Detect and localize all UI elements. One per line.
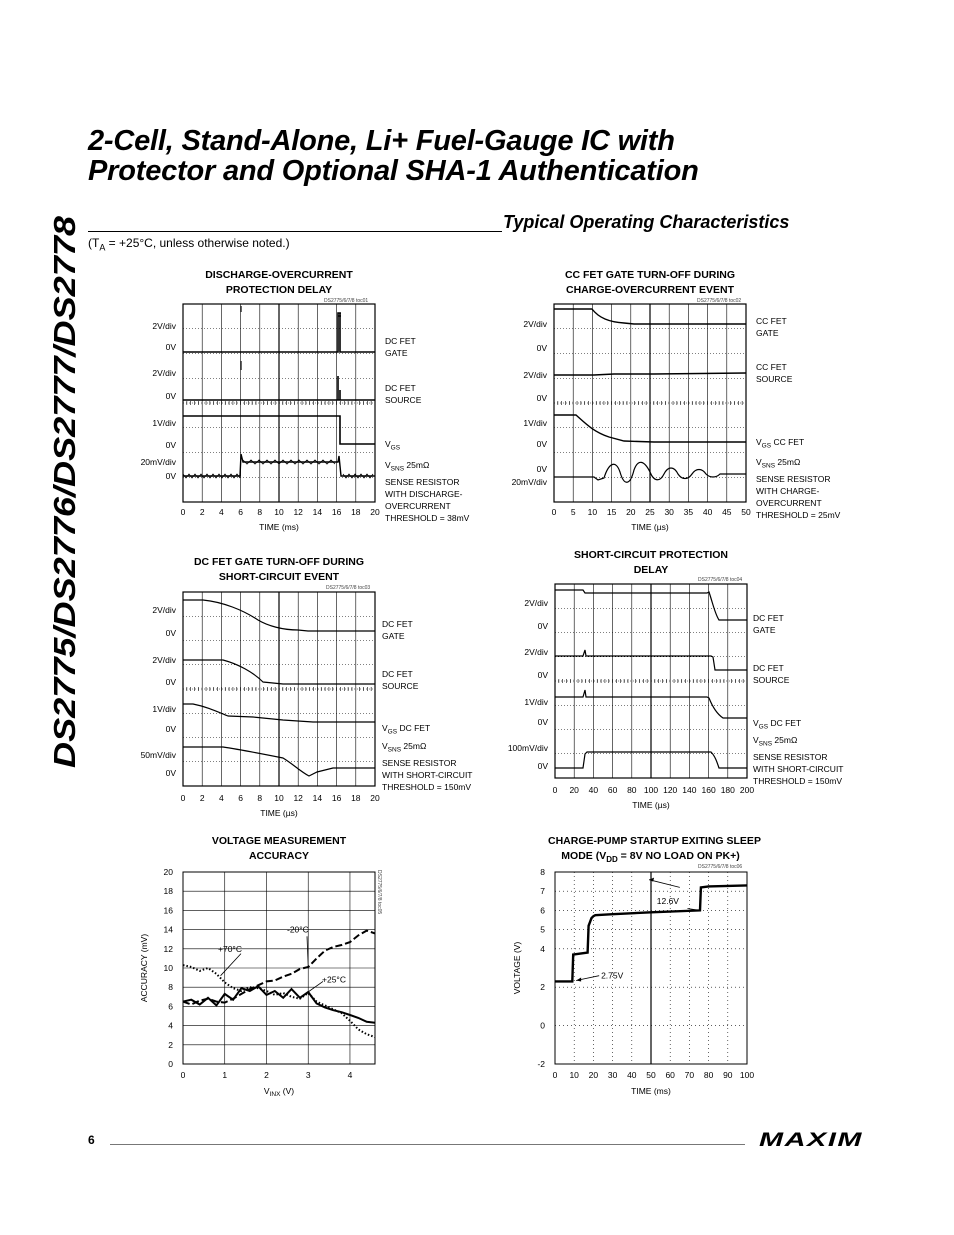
- annotation-2v75-arrow: [576, 977, 581, 981]
- g1-scale-7: 20mV/div: [140, 457, 176, 467]
- y-tick-label: 8: [540, 867, 545, 877]
- g3-scale-2: 0V: [165, 628, 176, 638]
- x-tick-label: 10: [569, 1070, 579, 1080]
- g1-scale-6: 0V: [165, 440, 176, 450]
- g2-scale-2: 0V: [536, 343, 547, 353]
- y-tick-label: 6: [540, 905, 545, 916]
- g2-scale-6: 0V: [536, 439, 547, 449]
- x-tick-label: 18: [351, 793, 361, 803]
- g3-scale-6: 0V: [165, 724, 176, 734]
- g3-trace-label-3: $V_{GS}$ DC FET: [382, 723, 431, 736]
- g1-scale-4: 0V: [165, 391, 176, 401]
- y-tick-label: 8: [168, 982, 173, 993]
- y-tick-label: 20: [163, 867, 173, 877]
- g1-trace-label-4: $V_{SNS}$ 25mΩ SENSE RESISTOR WITH DISCHARGE- OVERCURRENT THRESHOLD = 38mV: [385, 460, 470, 523]
- x-tick-label: 30: [664, 507, 674, 517]
- x-tick-label: 45: [722, 507, 732, 517]
- scope-graph-2: [554, 304, 746, 502]
- g2-scale-8: 20mV/div: [511, 477, 547, 487]
- x-tick-label: 8: [257, 793, 263, 803]
- x-tick-label: 40: [702, 507, 713, 517]
- label-minus20c: -20°C: [287, 924, 309, 935]
- series-line-2: [183, 986, 375, 1023]
- x-tick-label: 10: [587, 507, 598, 517]
- g4-trace-label-3: $V_{GS}$ DC FET: [753, 718, 802, 731]
- g3-scale-7: 50mV/div: [140, 750, 176, 760]
- x-tick-label: 0: [551, 507, 557, 517]
- g4-scale-2: 0V: [537, 621, 548, 631]
- graph3-code: DS2775/6/7/8 toc03: [326, 585, 371, 591]
- g1-trace-label-2: DC FET SOURCE: [385, 383, 422, 405]
- x-tick-label: 180: [720, 785, 735, 795]
- x-tick-label: 10: [274, 793, 284, 803]
- x-tick-label: 4: [347, 1070, 353, 1080]
- y-tick-label: 12: [163, 943, 173, 954]
- g3-trace-label-4: $V_{SNS}$ 25mΩ SENSE RESISTOR WITH SHORT-CIRCUIT THRESHOLD = 150mV: [382, 741, 473, 792]
- x-tick-label: 20: [626, 507, 636, 517]
- g1-scale-5: 1V/div: [152, 418, 176, 428]
- x-tick-label: 80: [627, 785, 637, 795]
- x-tick-label: 70: [684, 1070, 695, 1080]
- x-tick-label: 80: [703, 1070, 714, 1080]
- x-tick-label: 14: [312, 507, 323, 517]
- x-tick-label: 12: [293, 507, 303, 517]
- side-title-text: DS2775/DS2776/DS2777/DS2778: [47, 294, 82, 768]
- g2-scale-7: 0V: [536, 464, 547, 474]
- y-tick-label: 7: [540, 886, 545, 897]
- x-tick-label: 0: [552, 785, 558, 795]
- x-tick-label: 0: [180, 793, 186, 803]
- x-tick-label: 20: [569, 785, 579, 795]
- accuracy-chart: [130, 862, 380, 1102]
- y-axis-label: ACCURACY (mV): [139, 933, 149, 1003]
- x-tick-label: 60: [665, 1070, 675, 1080]
- page-number: 6: [88, 1133, 95, 1147]
- g4-scale-6: 0V: [537, 717, 548, 727]
- test-conditions: ($T_A = +25^\circ C$, unless otherwise noted.): [88, 236, 290, 253]
- x-tick-label: 1: [222, 1070, 228, 1080]
- x-tick-label: 140: [682, 785, 697, 795]
- y-tick-label: 5: [540, 924, 545, 935]
- x-tick-label: 50: [646, 1070, 656, 1080]
- label-plus70c: +70°C: [218, 943, 242, 954]
- label-plus25c: +25°C: [322, 974, 346, 985]
- x-tick-label: 35: [683, 507, 694, 517]
- label-plus70c-pointer: [221, 954, 241, 976]
- graph5-title: VOLTAGE MEASUREMENT ACCURACY: [211, 835, 347, 862]
- x-tick-label: 4: [219, 507, 224, 517]
- x-axis-label: TIME (ms): [631, 1086, 671, 1096]
- y-tick-label: 2: [168, 1039, 173, 1050]
- graph1-code: DS2775/6/7/8 toc01: [324, 298, 369, 304]
- footer-rule: [110, 1144, 745, 1145]
- g2-trace-label-1: CC FET GATE: [756, 316, 787, 338]
- g4-trace-label-1: DC FET GATE: [753, 613, 784, 635]
- g3-x-label: TIME (µs): [260, 808, 298, 818]
- graph1-title: DISCHARGE-OVERCURRENT PROTECTION DELAY: [205, 269, 353, 296]
- x-tick-label: 10: [274, 507, 284, 517]
- annotation-12v6: 12.6V: [656, 895, 679, 906]
- y-tick-label: 2: [540, 982, 545, 993]
- x-tick-label: 0: [180, 1070, 186, 1080]
- g4-x-label: TIME (µs): [632, 800, 670, 810]
- x-tick-label: 25: [645, 507, 655, 517]
- title-line-2: Protector and Optional SHA-1 Authentication: [88, 155, 699, 187]
- y-tick-label: 0: [540, 1020, 545, 1031]
- g3-trace-label-2: DC FET SOURCE: [382, 669, 419, 691]
- section-title: Typical Operating Characteristics: [503, 212, 790, 232]
- x-tick-label: 0: [552, 1070, 558, 1080]
- x-tick-label: 20: [588, 1070, 599, 1080]
- x-tick-label: 16: [331, 793, 342, 803]
- g4-scale-8: 0V: [537, 761, 548, 771]
- g2-x-label: TIME (µs): [631, 522, 669, 532]
- x-tick-label: 15: [606, 507, 617, 517]
- graph2-code: DS2775/6/7/8 toc02: [697, 298, 742, 304]
- x-tick-label: 8: [257, 507, 263, 517]
- x-tick-label: 50: [741, 507, 751, 517]
- y-tick-label: 4: [168, 1020, 173, 1031]
- y-tick-label: 18: [163, 886, 173, 897]
- g3-scale-1: 2V/div: [152, 605, 176, 615]
- x-tick-label: 100: [643, 785, 659, 795]
- x-tick-label: 100: [739, 1070, 755, 1080]
- y-tick-label: 6: [168, 1001, 173, 1012]
- x-tick-label: 40: [627, 1070, 637, 1080]
- graph3-title: DC FET GATE TURN-OFF DURING SHORT-CIRCUIT EVENT: [193, 556, 365, 583]
- x-tick-label: 20: [370, 507, 380, 517]
- g1-trace-label-1: DC FET GATE: [385, 336, 416, 358]
- g2-scale-5: 1V/div: [523, 418, 547, 428]
- g3-scale-5: 1V/div: [152, 704, 176, 714]
- g2-trace-label-3: $V_{GS}$ CC FET: [756, 437, 805, 450]
- x-tick-label: 160: [701, 785, 716, 795]
- x-axis-label: $V_{INX}$ (V): [263, 1086, 295, 1098]
- g1-scale-1: 2V/div: [152, 321, 176, 331]
- y-axis-label: VOLTAGE (V): [512, 941, 522, 995]
- x-tick-label: 120: [663, 785, 678, 795]
- document-title: [88, 126, 699, 186]
- x-tick-label: 3: [305, 1070, 311, 1080]
- x-tick-label: 30: [607, 1070, 618, 1080]
- g2-scale-3: 2V/div: [523, 370, 547, 380]
- graph4-code: DS2775/6/7/8 toc04: [698, 577, 743, 583]
- section-rule: [88, 231, 502, 232]
- g3-scale-3: 2V/div: [152, 655, 176, 665]
- g4-scale-1: 2V/div: [524, 598, 548, 608]
- x-tick-label: 2: [264, 1070, 269, 1080]
- g1-scale-8: 0V: [165, 471, 176, 481]
- g2-trace-label-2: CC FET SOURCE: [756, 362, 793, 384]
- y-tick-label: -2: [537, 1059, 545, 1069]
- y-tick-label: 16: [163, 905, 173, 916]
- g2-trace-label-4: $V_{SNS}$ 25mΩ SENSE RESISTOR WITH CHARGE- OVERCURRENT THRESHOLD = 25mV: [756, 457, 841, 520]
- x-tick-label: 5: [570, 507, 576, 517]
- g3-trace-label-1: DC FET GATE: [382, 619, 413, 641]
- x-tick-label: 6: [238, 507, 243, 517]
- g4-scale-5: 1V/div: [524, 697, 548, 707]
- g1-trace-label-3: $V_{GS}$: [385, 439, 401, 452]
- svg-text:MAXIM: MAXIM: [759, 1130, 864, 1149]
- graph6-code: DS2775/6/7/8 toc06: [698, 864, 743, 870]
- x-tick-label: 20: [370, 793, 380, 803]
- x-tick-label: 2: [199, 793, 205, 803]
- g4-trace-label-2: DC FET SOURCE: [753, 663, 790, 685]
- x-tick-label: 200: [739, 785, 755, 795]
- x-tick-label: 6: [238, 793, 243, 803]
- x-tick-label: 18: [351, 507, 361, 517]
- g3-scale-8: 0V: [165, 768, 176, 778]
- label-plus25c-pointer: [304, 981, 323, 994]
- graph5-code: DS2775/6/7/8 toc05: [376, 870, 382, 915]
- graph4-title: SHORT-CIRCUIT PROTECTION DELAY: [574, 549, 728, 576]
- g1-scale-2: 0V: [165, 342, 176, 352]
- maxim-logo: [757, 1129, 867, 1149]
- x-tick-label: 4: [219, 793, 224, 803]
- x-tick-label: 2: [199, 507, 205, 517]
- title-line-1: 2-Cell, Stand-Alone, Li+ Fuel-Gauge IC with: [88, 125, 675, 157]
- y-tick-label: 0: [168, 1059, 173, 1069]
- scope-graph-4: [555, 584, 747, 778]
- scope-graph-1: [183, 304, 375, 502]
- g2-scale-1: 2V/div: [523, 319, 547, 329]
- x-tick-label: 0: [180, 507, 186, 517]
- y-tick-label: 10: [163, 963, 173, 973]
- g1-scale-3: 2V/div: [152, 368, 176, 378]
- g3-scale-4: 0V: [165, 677, 176, 687]
- x-tick-label: 40: [588, 785, 599, 795]
- annotation-12v6-pointer: [649, 880, 680, 888]
- x-tick-label: 60: [607, 785, 618, 795]
- x-tick-label: 16: [331, 507, 342, 517]
- g1-x-label: TIME (ms): [259, 522, 299, 532]
- y-tick-label: 14: [163, 924, 173, 935]
- g2-scale-4: 0V: [536, 393, 547, 403]
- g4-scale-3: 2V/div: [524, 647, 548, 657]
- x-tick-label: 14: [312, 793, 323, 803]
- charge-pump-chart: [500, 862, 760, 1102]
- g4-scale-7: 100mV/div: [507, 743, 548, 753]
- g1-vsns-noise: [183, 460, 373, 478]
- g4-scale-4: 0V: [537, 670, 548, 680]
- side-title: [30, 210, 90, 770]
- graph2-title: CC FET GATE TURN-OFF DURING CHARGE-OVERCURRENT EVENT: [564, 269, 736, 296]
- g4-trace-label-4: $V_{SNS}$ 25mΩ SENSE RESISTOR WITH SHORT-CIRCUIT THRESHOLD = 150mV: [753, 735, 844, 786]
- annotation-2v75: 2.75V: [601, 970, 624, 981]
- y-tick-label: 4: [540, 943, 545, 954]
- scope-graph-3: [183, 592, 375, 786]
- x-tick-label: 90: [723, 1070, 733, 1080]
- graph6-title: CHARGE-PUMP STARTUP EXITING SLEEP MODE ($V_{DD} = 8V$ NO LOAD ON PK+): [548, 835, 761, 865]
- x-tick-label: 12: [293, 793, 303, 803]
